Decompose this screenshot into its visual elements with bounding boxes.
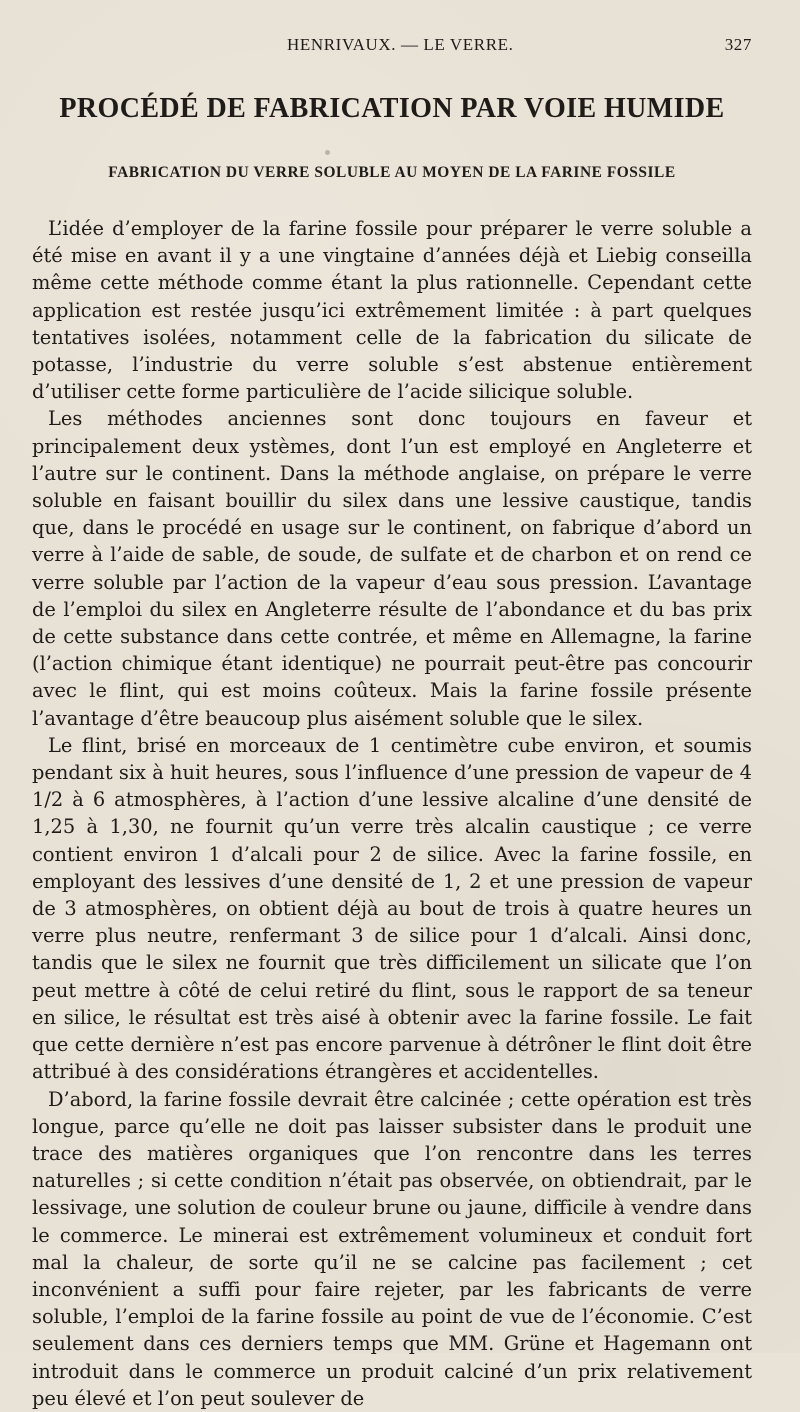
section-subtitle: FABRICATION DU VERRE SOLUBLE AU MOYEN DE LA FARINE FOSSILE (108, 164, 676, 181)
body-text (32, 215, 752, 1412)
paragraph-1: L’idée d’employer de la farine fossile pour préparer le verre soluble a été mise en avant il y a une vingtaine d’années déjà et Liebig conseilla même cette méthode comme étant la plus rationnelle. Cependant cette application est restée jusqu’ici extrêmement limitée : à part quelques tentatives isolées, notamment celle de la fabrication du silicate de potasse, l’industrie du verre soluble s’est abstenue entièrement d’utiliser cette forme particulière de l’acide silicique soluble. (32, 217, 752, 404)
paragraph-2: Les méthodes anciennes sont donc toujours en faveur et principalement deux ystèmes, dont l’un est employé en Angleterre et l’autre sur le continent. Dans la méthode anglaise, on prépare le verre soluble en faisant bouillir du silex dans une lessive caustique, tandis que, dans le procédé en usage sur le continent, on fabrique d’abord un verre à l’aide de sable, de soude, de sulfate et de charbon et on rend ce verre soluble par l’action de la vapeur d’eau sous pression. L’avantage de l’emploi du silex en Angleterre résulte de l’abondance et du bas prix de cette substance dans cette contrée, et même en Allemagne, la farine (l’action chimique étant identique) ne pourrait peut-être pas concourir avec le flint, qui est moins coûteux. Mais la farine fossile présente l’avantage d’être beaucoup plus aisément soluble que le silex. (32, 407, 752, 730)
section-title: PROCÉDÉ DE FABRICATION PAR VOIE HUMIDE (59, 93, 725, 124)
paragraph-3: Le flint, brisé en morceaux de 1 centimètre cube environ, et soumis pendant six à huit heures, sous l’influence d’une pression de vapeur de 4 1/2 à 6 atmosphères, à l’action d’une lessive alcaline d’une densité de 1,25 à 1,30, ne fournit qu’un verre très alcalin caustique ; ce verre contient environ 1 d’alcali pour 2 de silice. Avec la farine fossile, en employant des lessives d’une densité de 1, 2 et une pression de vapeur de 3 atmosphères, on obtient déjà au bout de trois à quatre heures un verre plus neutre, renfermant 3 de silice pour 1 d’alcali. Ainsi donc, tandis que le silex ne fournit que très difficilement un silicate que l’on peut mettre à côté de celui retiré du flint, sous le rapport de sa teneur en silice, le résultat est très aisé à obtenir avec la farine fossile. Le fait que cette dernière n’est pas encore parvenue à détrôner le flint doit être attribué à des considérations étrangères et accidentelles. (32, 733, 752, 1084)
paragraph-4: D’abord, la farine fossile devrait être calcinée ; cette opération est très longue, parce qu’elle ne doit pas laisser subsister dans le produit une trace des matières organiques que l’on rencontre dans les terres naturelles ; si cette condition n’était pas observée, on obtiendrait, par le lessivage, une solution de couleur brune ou jaune, difficile à vendre dans le commerce. Le minerai est extrêmement volumineux et conduit fort mal la chaleur, de sorte qu’il ne se calcine pas facilement ; cet inconvénient a suffi pour faire rejeter, par les fabricants de verre soluble, l’emploi de la farine fossile au point de vue de l’économie. C’est seulement dans ces derniers temps que MM. Grüne et Hagemann ont introduit dans le commerce un produit calciné d’un prix relativement peu élevé et l’on peut soulever de (32, 1087, 752, 1410)
small-ornament-icon (325, 150, 330, 155)
running-header (32, 35, 752, 59)
running-title: HENRIVAUX. — LE VERRE. (287, 35, 514, 54)
page-number: 327 (724, 35, 752, 54)
